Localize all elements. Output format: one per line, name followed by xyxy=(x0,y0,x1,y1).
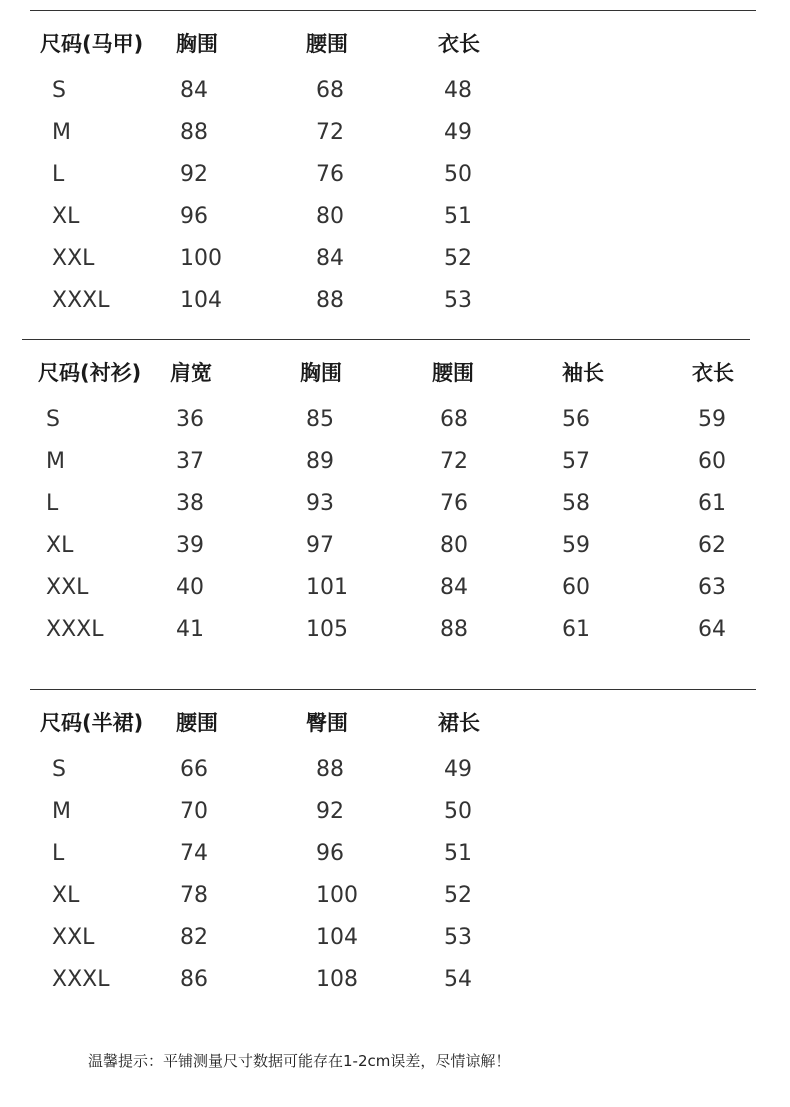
measurement-value: 40 xyxy=(176,575,204,600)
measurement-value: 64 xyxy=(698,617,726,642)
measurement-value: 92 xyxy=(180,162,208,187)
measurement-value: 96 xyxy=(316,841,344,866)
size-label: L xyxy=(52,162,65,187)
measurement-value: 62 xyxy=(698,533,726,558)
size-label: M xyxy=(52,120,71,145)
measurement-value: 59 xyxy=(562,533,590,558)
measurement-value: 70 xyxy=(180,799,208,824)
measurement-value: 78 xyxy=(180,883,208,908)
measurement-value: 76 xyxy=(316,162,344,187)
measurement-value: 41 xyxy=(176,617,204,642)
size-label: XL xyxy=(52,883,80,908)
table-divider xyxy=(30,689,756,690)
size-label: XXXL xyxy=(52,967,110,992)
measurement-value: 61 xyxy=(562,617,590,642)
size-label: XL xyxy=(46,533,74,558)
measurement-value: 50 xyxy=(444,799,472,824)
column-header: 胸围 xyxy=(176,32,218,56)
size-label: M xyxy=(46,449,65,474)
column-header: 衣长 xyxy=(438,32,480,56)
measurement-value: 48 xyxy=(444,78,472,103)
measurement-value: 54 xyxy=(444,967,472,992)
measurement-value: 68 xyxy=(440,407,468,432)
column-header: 衣长 xyxy=(692,361,734,385)
measurement-value: 74 xyxy=(180,841,208,866)
size-label: M xyxy=(52,799,71,824)
column-header: 胸围 xyxy=(300,361,342,385)
measurement-value: 61 xyxy=(698,491,726,516)
measurement-value: 105 xyxy=(306,617,348,642)
size-label: XXXL xyxy=(52,288,110,313)
size-label: XXXL xyxy=(46,617,104,642)
measurement-value: 68 xyxy=(316,78,344,103)
measurement-value: 101 xyxy=(306,575,348,600)
size-label: S xyxy=(52,78,66,103)
column-header: 臀围 xyxy=(306,711,348,735)
measurement-value: 50 xyxy=(444,162,472,187)
measurement-value: 97 xyxy=(306,533,334,558)
measurement-value: 60 xyxy=(698,449,726,474)
measurement-value: 80 xyxy=(440,533,468,558)
measurement-value: 84 xyxy=(180,78,208,103)
measurement-value: 51 xyxy=(444,841,472,866)
measurement-value: 52 xyxy=(444,883,472,908)
measurement-value: 108 xyxy=(316,967,358,992)
measurement-value: 93 xyxy=(306,491,334,516)
measurement-value: 49 xyxy=(444,120,472,145)
measurement-value: 53 xyxy=(444,288,472,313)
measurement-value: 39 xyxy=(176,533,204,558)
measurement-value: 104 xyxy=(180,288,222,313)
size-label: L xyxy=(46,491,59,516)
measurement-value: 80 xyxy=(316,204,344,229)
measurement-value: 72 xyxy=(316,120,344,145)
size-label: XL xyxy=(52,204,80,229)
measurement-value: 58 xyxy=(562,491,590,516)
column-header: 肩宽 xyxy=(170,361,212,385)
measurement-value: 52 xyxy=(444,246,472,271)
column-header: 尺码(马甲) xyxy=(40,32,144,56)
table-divider xyxy=(22,339,750,340)
measurement-value: 92 xyxy=(316,799,344,824)
column-header: 尺码(半裙) xyxy=(40,711,144,735)
size-label: XXL xyxy=(52,925,95,950)
measurement-value: 56 xyxy=(562,407,590,432)
measurement-value: 104 xyxy=(316,925,358,950)
measurement-value: 72 xyxy=(440,449,468,474)
measurement-value: 88 xyxy=(180,120,208,145)
measurement-value: 89 xyxy=(306,449,334,474)
measurement-value: 63 xyxy=(698,575,726,600)
measurement-value: 57 xyxy=(562,449,590,474)
size-label: L xyxy=(52,841,65,866)
measurement-value: 53 xyxy=(444,925,472,950)
size-label: S xyxy=(46,407,60,432)
measurement-value: 100 xyxy=(316,883,358,908)
column-header: 袖长 xyxy=(562,361,604,385)
measurement-note: 温馨提示：平铺测量尺寸数据可能存在1-2cm误差，尽情谅解！ xyxy=(88,1052,511,1070)
column-header: 裙长 xyxy=(438,711,480,735)
measurement-value: 84 xyxy=(440,575,468,600)
measurement-value: 38 xyxy=(176,491,204,516)
measurement-value: 37 xyxy=(176,449,204,474)
column-header: 腰围 xyxy=(176,711,218,735)
table-divider xyxy=(30,10,756,11)
size-label: S xyxy=(52,757,66,782)
size-label: XXL xyxy=(52,246,95,271)
measurement-value: 88 xyxy=(316,757,344,782)
column-header: 尺码(衬衫) xyxy=(38,361,142,385)
measurement-value: 86 xyxy=(180,967,208,992)
measurement-value: 88 xyxy=(316,288,344,313)
measurement-value: 82 xyxy=(180,925,208,950)
measurement-value: 66 xyxy=(180,757,208,782)
measurement-value: 84 xyxy=(316,246,344,271)
measurement-value: 88 xyxy=(440,617,468,642)
measurement-value: 85 xyxy=(306,407,334,432)
measurement-value: 100 xyxy=(180,246,222,271)
column-header: 腰围 xyxy=(432,361,474,385)
measurement-value: 59 xyxy=(698,407,726,432)
measurement-value: 76 xyxy=(440,491,468,516)
measurement-value: 60 xyxy=(562,575,590,600)
measurement-value: 51 xyxy=(444,204,472,229)
measurement-value: 36 xyxy=(176,407,204,432)
column-header: 腰围 xyxy=(306,32,348,56)
measurement-value: 96 xyxy=(180,204,208,229)
size-label: XXL xyxy=(46,575,89,600)
measurement-value: 49 xyxy=(444,757,472,782)
